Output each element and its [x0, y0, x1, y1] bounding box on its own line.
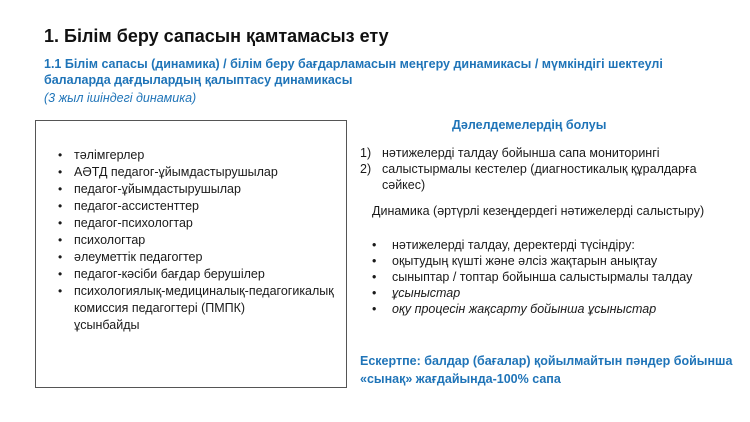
staff-list-item-label: тәлімгерлер	[74, 148, 145, 162]
bullet-icon: •	[372, 270, 377, 284]
staff-list-item	[58, 181, 338, 198]
staff-list-item-label: педагог-кәсіби бағдар берушілер	[74, 267, 265, 281]
slide-subtitle: 1.1 Білім сапасы (динамика) / білім беру бағдарламасын меңгеру динамикасы / мүмкіндігі шектеулі балаларда дағдылардың қалыптасу динамикасы	[44, 57, 663, 87]
dynamics-list-item	[372, 237, 712, 253]
bullet-icon: •	[372, 238, 377, 252]
dynamics-item-label: оқытудың күшті және әлсіз жақтарын анықтау	[392, 254, 658, 268]
footnote: Ескертпе: балдар (бағалар) қойылмайтын пәндер бойынша «сынақ» жағдайында-100% сапа	[360, 354, 733, 386]
staff-list	[58, 147, 338, 334]
slide-title: 1. Білім беру сапасын қамтамасыз ету	[44, 26, 389, 46]
staff-list-item	[58, 266, 338, 283]
dynamics-list	[372, 237, 712, 317]
staff-list-item	[58, 283, 338, 317]
bullet-icon: •	[58, 233, 63, 247]
bullet-icon: •	[58, 199, 63, 213]
dynamics-list-item	[372, 269, 712, 285]
bullet-icon: •	[58, 165, 63, 179]
evidence-numbered-item	[360, 161, 720, 193]
staff-list-item	[58, 198, 338, 215]
slide-subtitle-note: (3 жыл ішіндегі динамика)	[44, 91, 197, 105]
dynamics-item-label: сыныптар / топтар бойынша салыстырмалы талдау	[392, 270, 693, 284]
staff-list-item-label: әлеуметтік педагогтер	[74, 250, 203, 264]
bullet-icon: •	[58, 182, 63, 196]
dynamics-intro: Динамика (әртүрлі кезеңдердегі нәтижелерді салыстыру)	[372, 204, 705, 218]
evidence-number: 1)	[360, 146, 372, 160]
staff-list-item-label: психологиялық-медициналық-педагогикалық комиссия педагогтері (ПМПК)	[74, 284, 334, 315]
bullet-icon: •	[372, 286, 377, 300]
staff-box	[35, 120, 347, 388]
staff-list-item-label: педагог-ұйымдастырушылар	[74, 182, 241, 196]
dynamics-item-label: ұсыныстар	[392, 286, 461, 300]
bullet-icon: •	[58, 250, 63, 264]
staff-list-item	[58, 232, 338, 249]
staff-list-tail: ұсынбайды	[74, 318, 140, 332]
dynamics-list-item	[372, 253, 712, 269]
staff-list-item-label: психологтар	[74, 233, 146, 247]
evidence-title: Дәлелдемелердің болуы	[452, 118, 607, 132]
staff-list-item	[58, 164, 338, 181]
evidence-numbered-item	[360, 145, 720, 161]
evidence-numbered-list	[360, 145, 720, 193]
staff-list-item-label: педагог-психологтар	[74, 216, 193, 230]
staff-list-item	[58, 215, 338, 232]
dynamics-list-item	[372, 301, 712, 317]
staff-list-item	[58, 249, 338, 266]
dynamics-item-label: нәтижелерді талдау, деректерді түсіндіру:	[392, 238, 635, 252]
dynamics-item-label: оқу процесін жақсарту бойынша ұсыныстар	[392, 302, 657, 316]
dynamics-list-item	[372, 285, 712, 301]
staff-list-item-label: АӘТД педагог-ұйымдастырушылар	[74, 165, 278, 179]
evidence-item-label: нәтижелерді талдау бойынша сапа мониторингі	[382, 146, 660, 160]
bullet-icon: •	[58, 284, 63, 298]
bullet-icon: •	[58, 148, 63, 162]
staff-list-item	[58, 147, 338, 164]
evidence-item-label: салыстырмалы кестелер (диагностикалық құралдарға сәйкес)	[382, 162, 697, 192]
bullet-icon: •	[372, 254, 377, 268]
bullet-icon: •	[58, 267, 63, 281]
bullet-icon: •	[58, 216, 63, 230]
evidence-number: 2)	[360, 162, 372, 176]
bullet-icon: •	[372, 302, 377, 316]
staff-list-item-label: педагог-ассистенттер	[74, 199, 199, 213]
